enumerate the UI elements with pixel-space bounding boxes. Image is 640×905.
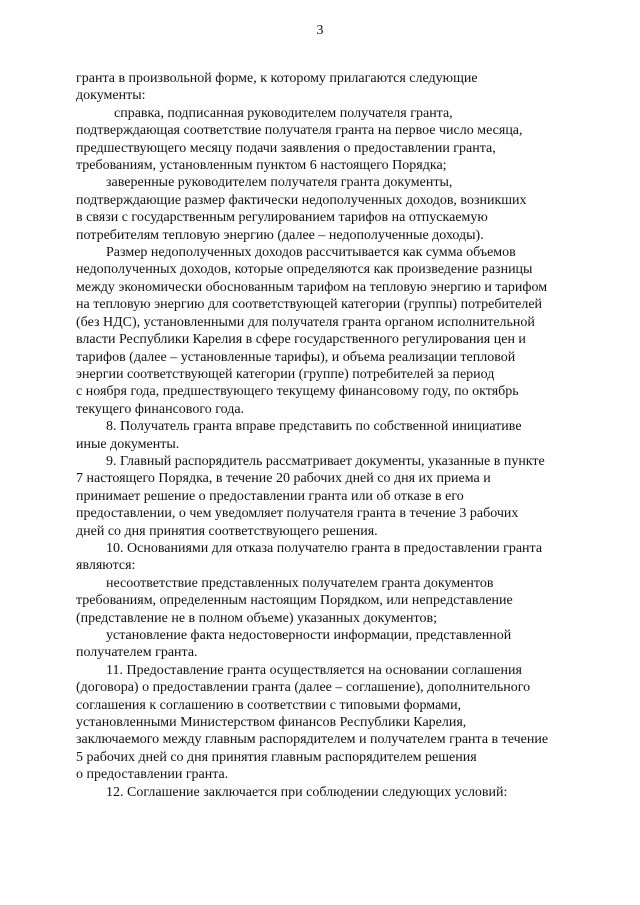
paragraph-refusal-reason-2: установление факта недостоверности информации, представленной получателем гранта.: [76, 628, 512, 661]
page-number: 3: [316, 23, 324, 38]
document-body: [76, 70, 587, 801]
paragraph-continuation: гранта в произвольной форме, к которому прилагаются следующие документы:: [76, 71, 478, 104]
paragraph-item-9: 9. Главный распорядитель рассматривает документы, указанные в пункте 7 настоящего Порядка, в течение 20 рабочих дней со дня их приема и принимает решение о предоставлении гранта или об отказе в его предоставлении, о чем уведомляет получателя гранта в течение 3 рабочих дней со дня принятия соответствующего решения.: [76, 453, 545, 539]
paragraph-certified-documents: заверенные руководителем получателя гранта документы, подтверждающие размер фактически недополученных доходов, возникших в связи с государственным регулированием тарифов на отпускаемую потребителям тепловую энергию (далее – недополученные доходы).: [76, 175, 527, 243]
paragraph-item-11: 11. Предоставление гранта осуществляется на основании соглашения (договора) о предоставлении гранта (далее – соглашение), дополнительного соглашения к соглашению в соответствии с типовыми формами, установленными Министерством финансов Республики Карелия, заключаемого между главным распорядителем и получателем гранта в течение 5 рабочих дней со дня принятия главным распорядителем решения о предоставлении гранта.: [76, 662, 549, 783]
paragraph-item-12: 12. Соглашение заключается при соблюдении следующих условий:: [106, 784, 508, 800]
paragraph-item-8: 8. Получатель гранта вправе представить по собственной инициативе иные документы.: [76, 419, 522, 452]
paragraph-item-10: 10. Основаниями для отказа получателю гранта в предоставлении гранта являются:: [76, 540, 543, 574]
paragraph-lost-income-calculation: Размер недополученных доходов рассчитывается как сумма объемов недополученных доходов, которые определяются как произведение разницы между экономически обоснованным тарифом на тепловую энергию и тарифом на тепловую энергию для соответствующей категории (группы) потребителей (без НДС), установленными для получателя гранта органом исполнительной власти Республики Карелия в сфере государственного регулирования цен и тарифов (далее – установленные тарифы), и объема реализации тепловой энергии соответствующей категории (группе) потребителей за период с ноября года, предшествующего текущему финансовому году, по октябрь текущего финансового года.: [76, 245, 548, 417]
paragraph-refusal-reason-1: несоответствие представленных получателем гранта документов требованиям, определенным настоящим Порядком, или непредставление (представление не в полном объеме) указанных документов;: [76, 575, 513, 626]
paragraph-certificate: справка, подписанная руководителем получателя гранта, подтверждающая соответствие получателя гранта на первое число месяца, предшествующего месяцу подачи заявления о предоставлении гранта, требованиям, установленным пунктом 6 настоящего Порядка;: [76, 105, 523, 174]
